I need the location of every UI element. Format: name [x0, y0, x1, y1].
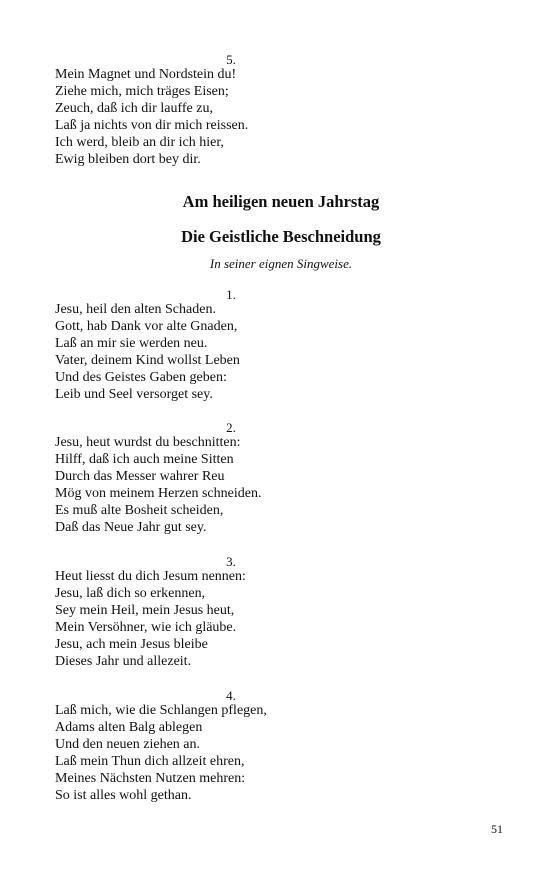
verse-line: Zeuch, daß ich dir lauffe zu,: [55, 100, 213, 116]
verse-line: Adams alten Balg ablegen: [55, 719, 203, 735]
verse-line: Und den neuen ziehen an.: [55, 736, 200, 752]
verse-line: Meines Nächsten Nutzen mehren:: [55, 770, 246, 786]
verse-line: Jesu, ach mein Jesus bleibe: [55, 636, 208, 652]
verse-line: Ich werd, bleib an dir ich hier,: [55, 134, 224, 150]
verse-line: Daß das Neue Jahr gut sey.: [55, 519, 207, 535]
verse-line: Es muß alte Bosheit scheiden,: [55, 502, 224, 518]
verse-line: Laß mein Thun dich allzeit ehren,: [55, 753, 245, 769]
verse-line: Sey mein Heil, mein Jesus heut,: [55, 602, 235, 618]
stanza-number: 4.: [226, 688, 236, 703]
verse-line: Jesu, heil den alten Schaden.: [55, 302, 216, 317]
verse-line: Vater, deinem Kind wollst Leben: [55, 352, 240, 368]
stanza-5: [55, 67, 515, 168]
verse-line: Jesu, laß dich so erkennen,: [55, 585, 206, 601]
verse-line: Laß an mir sie werden neu.: [55, 335, 208, 351]
verse-line: Dieses Jahr und allezeit.: [55, 653, 192, 669]
stanza-number: 3.: [226, 554, 236, 569]
hymn-title: Am heiligen neuen Jahrstag: [182, 192, 380, 211]
stanza-number: 1.: [226, 287, 236, 302]
page-number: 51: [491, 822, 503, 836]
stanza-number: 5.: [226, 52, 236, 67]
verse-line: Ziehe mich, mich träges Eisen;: [55, 83, 229, 99]
verse-line: Mög von meinem Herzen schneiden.: [55, 485, 262, 501]
stanza-4: [55, 703, 515, 804]
verse-line: Mein Versöhner, wie ich gläube.: [55, 619, 237, 635]
verse-line: Jesu, heut wurdst du beschnitten:: [55, 435, 241, 450]
stanza-3: [55, 569, 515, 670]
verse-line: Ewig bleiben dort bey dir.: [55, 151, 201, 167]
verse-line: Und des Geistes Gaben geben:: [55, 369, 227, 385]
stanza-number: 2.: [226, 420, 236, 435]
verse-line: Leib und Seel versorget sey.: [55, 386, 213, 402]
melody-note: In seiner eignen Singweise.: [209, 256, 353, 271]
verse-line: Laß mich, wie die Schlangen pflegen,: [55, 703, 267, 718]
verse-line: So ist alles wohl gethan.: [55, 787, 192, 803]
stanza-1: [55, 302, 515, 403]
verse-line: Durch das Messer wahrer Reu: [55, 468, 225, 484]
verse-line: Gott, hab Dank vor alte Gnaden,: [55, 318, 238, 334]
verse-line: Hilff, daß ich auch meine Sitten: [55, 451, 234, 467]
stanza-2: [55, 435, 515, 536]
verse-line: Heut liesst du dich Jesum nennen:: [55, 569, 246, 584]
hymn-subtitle: Die Geistliche Beschneidung: [181, 227, 381, 246]
verse-line: Laß ja nichts von dir mich reissen.: [55, 117, 249, 133]
verse-line: Mein Magnet und Nordstein du!: [55, 67, 237, 82]
